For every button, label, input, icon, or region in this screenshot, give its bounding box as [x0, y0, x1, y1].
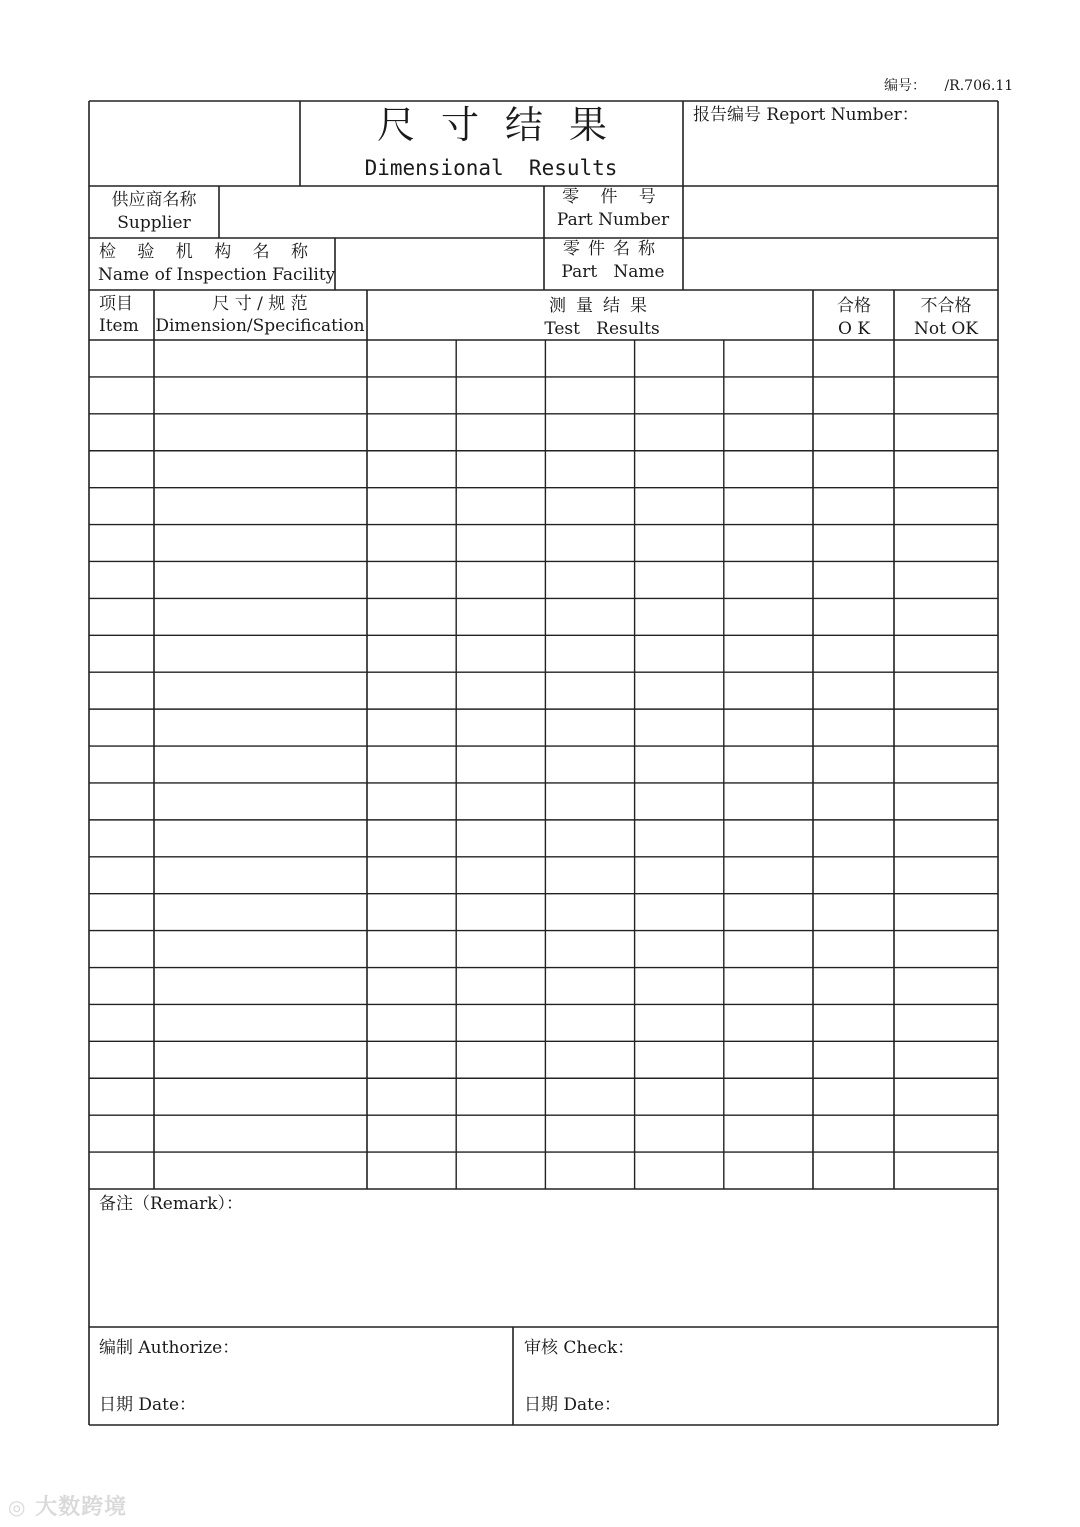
table-cell[interactable] — [896, 896, 996, 929]
part-name-label-cn: 零件名称 — [563, 239, 663, 259]
part-name-field[interactable] — [685, 240, 996, 288]
table-cell[interactable] — [458, 379, 543, 412]
table-cell[interactable] — [369, 563, 454, 596]
doc-code-value: /R.706.11 — [944, 78, 1014, 94]
table-cell[interactable] — [726, 1080, 811, 1113]
table-cell[interactable] — [815, 490, 892, 523]
table-cell[interactable] — [726, 1117, 811, 1150]
table-cell[interactable] — [547, 453, 632, 486]
table-cell[interactable] — [726, 1154, 811, 1187]
table-cell[interactable] — [815, 822, 892, 855]
table-cell[interactable] — [458, 1006, 543, 1039]
table-cell[interactable] — [637, 933, 722, 966]
table-cell[interactable] — [369, 970, 454, 1003]
table-cell[interactable] — [547, 970, 632, 1003]
table-cell[interactable] — [726, 970, 811, 1003]
table-cell[interactable] — [547, 785, 632, 818]
table-cell[interactable] — [637, 600, 722, 633]
table-cell[interactable] — [369, 1006, 454, 1039]
table-cell[interactable] — [91, 859, 152, 892]
table-cell[interactable] — [547, 933, 632, 966]
table-cell[interactable] — [726, 748, 811, 781]
part-number-label-cn: 零 件 号 — [562, 187, 664, 207]
table-cell[interactable] — [896, 822, 996, 855]
table-cell[interactable] — [156, 379, 365, 412]
table-cell[interactable] — [815, 1080, 892, 1113]
table-cell[interactable] — [896, 1080, 996, 1113]
table-cell[interactable] — [369, 785, 454, 818]
table-cell[interactable] — [91, 748, 152, 781]
table-cell[interactable] — [815, 896, 892, 929]
table-cell[interactable] — [156, 1154, 365, 1187]
table-cell[interactable] — [815, 1117, 892, 1150]
table-cell[interactable] — [156, 896, 365, 929]
authorize-label: 编制 Authorize： — [99, 1338, 240, 1358]
date-label-left: 日期 Date： — [99, 1395, 197, 1415]
table-cell[interactable] — [637, 822, 722, 855]
supplier-label-en: Supplier — [117, 213, 191, 233]
table-cell[interactable] — [91, 674, 152, 707]
table-cell[interactable] — [896, 637, 996, 670]
table-cell[interactable] — [815, 453, 892, 486]
table-cell[interactable] — [896, 563, 996, 596]
table-cell[interactable] — [91, 416, 152, 449]
table-cell[interactable] — [896, 342, 996, 375]
table-cell[interactable] — [369, 1117, 454, 1150]
table-cell[interactable] — [896, 600, 996, 633]
table-cell[interactable] — [458, 933, 543, 966]
table-cell[interactable] — [637, 674, 722, 707]
table-cell[interactable] — [156, 563, 365, 596]
table-cell[interactable] — [726, 896, 811, 929]
dimension-header-en: Dimension/Specification — [155, 316, 365, 336]
table-cell[interactable] — [726, 600, 811, 633]
table-cell[interactable] — [815, 527, 892, 560]
table-cell[interactable] — [156, 674, 365, 707]
table-cell[interactable] — [369, 933, 454, 966]
table-cell[interactable] — [369, 453, 454, 486]
table-cell[interactable] — [637, 379, 722, 412]
table-cell[interactable] — [726, 785, 811, 818]
table-cell[interactable] — [726, 674, 811, 707]
table-cell[interactable] — [547, 822, 632, 855]
table-cell[interactable] — [726, 637, 811, 670]
table-cell[interactable] — [547, 711, 632, 744]
title-cn: 尺寸结果 — [376, 103, 634, 147]
table-cell[interactable] — [91, 822, 152, 855]
results-header-en: Test Results — [544, 319, 660, 339]
table-cell[interactable] — [91, 785, 152, 818]
table-cell[interactable] — [458, 970, 543, 1003]
table-cell[interactable] — [637, 416, 722, 449]
table-cell[interactable] — [156, 1043, 365, 1076]
table-cell[interactable] — [547, 748, 632, 781]
table-cell[interactable] — [815, 379, 892, 412]
table-cell[interactable] — [547, 379, 632, 412]
table-cell[interactable] — [896, 527, 996, 560]
table-cell[interactable] — [156, 933, 365, 966]
table-cell[interactable] — [369, 600, 454, 633]
table-cell[interactable] — [156, 859, 365, 892]
table-cell[interactable] — [369, 1154, 454, 1187]
watermark-logo — [8, 1490, 127, 1521]
table-cell[interactable] — [637, 785, 722, 818]
table-cell[interactable] — [458, 859, 543, 892]
watermark-text: 大数跨境 — [35, 1495, 128, 1520]
doc-code — [884, 79, 1013, 93]
ok-header-en: O K — [837, 319, 871, 339]
item-header-en: Item — [99, 316, 139, 336]
table-cell[interactable] — [547, 1154, 632, 1187]
table-cell[interactable] — [637, 896, 722, 929]
table-cell[interactable] — [369, 416, 454, 449]
table-cell[interactable] — [547, 896, 632, 929]
table-cell[interactable] — [458, 527, 543, 560]
table-cell[interactable] — [91, 711, 152, 744]
table-cell[interactable] — [156, 785, 365, 818]
table-cell[interactable] — [547, 674, 632, 707]
table-cell[interactable] — [91, 637, 152, 670]
table-cell[interactable] — [896, 711, 996, 744]
table-cell[interactable] — [896, 1006, 996, 1039]
table-cell[interactable] — [458, 490, 543, 523]
table-cell[interactable] — [726, 453, 811, 486]
table-cell[interactable] — [815, 933, 892, 966]
table-cell[interactable] — [369, 859, 454, 892]
table-cell[interactable] — [369, 1080, 454, 1113]
facility-label-cn: 检 验 机 构 名 称 — [99, 242, 317, 262]
table-cell[interactable] — [91, 563, 152, 596]
table-cell[interactable] — [156, 711, 365, 744]
table-cell[interactable] — [91, 527, 152, 560]
table-cell[interactable] — [726, 1043, 811, 1076]
table-cell[interactable] — [637, 1154, 722, 1187]
table-cell[interactable] — [547, 563, 632, 596]
table-cell[interactable] — [458, 748, 543, 781]
notok-header-en: Not OK — [914, 319, 978, 339]
table-cell[interactable] — [91, 1154, 152, 1187]
table-cell[interactable] — [369, 822, 454, 855]
table-cell[interactable] — [815, 970, 892, 1003]
table-cell[interactable] — [458, 896, 543, 929]
ok-header-cn: 合格 — [837, 296, 871, 316]
supplier-field[interactable] — [221, 188, 542, 236]
table-cell[interactable] — [369, 527, 454, 560]
table-cell[interactable] — [156, 822, 365, 855]
table-cell[interactable] — [726, 563, 811, 596]
table-cell[interactable] — [547, 1117, 632, 1150]
table-cell[interactable] — [91, 1043, 152, 1076]
table-cell[interactable] — [156, 416, 365, 449]
dimension-header-cn: 尺 寸 / 规 范 — [212, 294, 308, 314]
table-cell[interactable] — [637, 342, 722, 375]
table-cell[interactable] — [156, 1117, 365, 1150]
table-cell[interactable] — [156, 1080, 365, 1113]
table-cell[interactable] — [547, 859, 632, 892]
authorize-field[interactable] — [230, 1333, 505, 1373]
table-cell[interactable] — [896, 453, 996, 486]
table-cell[interactable] — [637, 1080, 722, 1113]
table-cell[interactable] — [369, 490, 454, 523]
table-cell[interactable] — [547, 1080, 632, 1113]
table-cell[interactable] — [896, 933, 996, 966]
table-cell[interactable] — [726, 1006, 811, 1039]
table-cell[interactable] — [156, 748, 365, 781]
table-cell[interactable] — [726, 527, 811, 560]
facility-field[interactable] — [337, 240, 542, 288]
table-cell[interactable] — [458, 416, 543, 449]
table-cell[interactable] — [896, 1154, 996, 1187]
table-cell[interactable] — [815, 1006, 892, 1039]
table-cell[interactable] — [637, 527, 722, 560]
table-cell[interactable] — [547, 637, 632, 670]
table-cell[interactable] — [156, 453, 365, 486]
table-cell[interactable] — [637, 1117, 722, 1150]
facility-label-en: Name of Inspection Facility — [98, 265, 336, 285]
table-cell[interactable] — [547, 1006, 632, 1039]
table-cell[interactable] — [369, 1043, 454, 1076]
table-cell[interactable] — [369, 896, 454, 929]
table-cell[interactable] — [547, 1043, 632, 1076]
table-cell[interactable] — [369, 674, 454, 707]
title-en: Dimensional Results — [364, 156, 618, 180]
table-cell[interactable] — [726, 933, 811, 966]
table-cell[interactable] — [91, 453, 152, 486]
table-cell[interactable] — [815, 1043, 892, 1076]
table-cell[interactable] — [91, 970, 152, 1003]
item-header-cn: 项目 — [99, 294, 133, 314]
notok-header-cn: 不合格 — [920, 296, 972, 316]
table-cell[interactable] — [458, 637, 543, 670]
table-cell[interactable] — [896, 416, 996, 449]
table-cell[interactable] — [637, 637, 722, 670]
table-cell[interactable] — [547, 600, 632, 633]
table-cell[interactable] — [547, 342, 632, 375]
table-cell[interactable] — [637, 563, 722, 596]
table-cell[interactable] — [815, 342, 892, 375]
table-cell[interactable] — [369, 379, 454, 412]
table-cell[interactable] — [458, 1080, 543, 1113]
table-cell[interactable] — [547, 416, 632, 449]
table-cell[interactable] — [91, 1006, 152, 1039]
table-cell[interactable] — [458, 342, 543, 375]
table-cell[interactable] — [815, 637, 892, 670]
table-cell[interactable] — [458, 785, 543, 818]
table-cell[interactable] — [896, 970, 996, 1003]
table-cell[interactable] — [91, 342, 152, 375]
table-cell[interactable] — [91, 600, 152, 633]
table-cell[interactable] — [156, 527, 365, 560]
table-cell[interactable] — [458, 600, 543, 633]
table-cell[interactable] — [726, 416, 811, 449]
table-cell[interactable] — [896, 674, 996, 707]
table-cell[interactable] — [369, 711, 454, 744]
supplier-label-cn: 供应商名称 — [111, 190, 197, 210]
table-cell[interactable] — [896, 785, 996, 818]
part-number-label-en: Part Number — [556, 210, 670, 230]
table-cell[interactable] — [458, 674, 543, 707]
table-cell[interactable] — [815, 1154, 892, 1187]
table-cell[interactable] — [156, 490, 365, 523]
table-cell[interactable] — [726, 379, 811, 412]
table-cell[interactable] — [637, 748, 722, 781]
table-cell[interactable] — [637, 490, 722, 523]
table-cell[interactable] — [458, 563, 543, 596]
table-cell[interactable] — [637, 711, 722, 744]
watermark-icon: ◎ — [8, 1495, 27, 1519]
part-number-field[interactable] — [685, 188, 996, 236]
table-cell[interactable] — [726, 859, 811, 892]
table-cell[interactable] — [91, 379, 152, 412]
table-cell[interactable] — [637, 453, 722, 486]
table-cell[interactable] — [637, 970, 722, 1003]
table-cell[interactable] — [458, 1154, 543, 1187]
table-cell[interactable] — [91, 1117, 152, 1150]
remark-label: 备注（Remark）： — [99, 1194, 244, 1214]
table-cell[interactable] — [726, 342, 811, 375]
table-cell[interactable] — [156, 600, 365, 633]
part-name-label-en: Part Name — [561, 262, 665, 282]
table-cell[interactable] — [369, 342, 454, 375]
table-cell[interactable] — [726, 490, 811, 523]
table-cell[interactable] — [91, 1080, 152, 1113]
table-cell[interactable] — [547, 490, 632, 523]
table-cell[interactable] — [458, 1117, 543, 1150]
table-cell[interactable] — [156, 1006, 365, 1039]
date-label-right: 日期 Date： — [524, 1395, 622, 1415]
table-cell[interactable] — [547, 527, 632, 560]
table-cell[interactable] — [458, 822, 543, 855]
table-cell[interactable] — [815, 859, 892, 892]
table-cell[interactable] — [896, 490, 996, 523]
table-cell[interactable] — [91, 896, 152, 929]
table-cell[interactable] — [458, 711, 543, 744]
table-cell[interactable] — [815, 785, 892, 818]
report-number-label[interactable]: 报告编号 Report Number： — [693, 105, 919, 125]
table-cell[interactable] — [896, 1117, 996, 1150]
table-cell[interactable] — [156, 637, 365, 670]
table-cell[interactable] — [726, 711, 811, 744]
table-cell[interactable] — [896, 379, 996, 412]
table-cell[interactable] — [637, 1043, 722, 1076]
table-cell[interactable] — [91, 933, 152, 966]
table-cell[interactable] — [156, 342, 365, 375]
table-cell[interactable] — [91, 490, 152, 523]
remark-field[interactable] — [91, 1220, 996, 1325]
doc-code-label: 编号： — [884, 78, 926, 94]
table-cell[interactable] — [896, 748, 996, 781]
table-cell[interactable] — [637, 1006, 722, 1039]
table-cell[interactable] — [726, 822, 811, 855]
check-field[interactable] — [630, 1333, 990, 1373]
table-cell[interactable] — [369, 748, 454, 781]
table-cell[interactable] — [896, 859, 996, 892]
table-cell[interactable] — [815, 674, 892, 707]
table-cell[interactable] — [815, 600, 892, 633]
table-cell[interactable] — [815, 416, 892, 449]
table-cell[interactable] — [458, 453, 543, 486]
results-header-cn: 测量结果 — [549, 296, 657, 316]
table-cell[interactable] — [156, 970, 365, 1003]
table-cell[interactable] — [369, 637, 454, 670]
check-label: 审核 Check： — [524, 1338, 635, 1358]
table-cell[interactable] — [815, 563, 892, 596]
table-cell[interactable] — [458, 1043, 543, 1076]
table-cell[interactable] — [896, 1043, 996, 1076]
table-cell[interactable] — [637, 859, 722, 892]
table-cell[interactable] — [815, 748, 892, 781]
table-cell[interactable] — [815, 711, 892, 744]
